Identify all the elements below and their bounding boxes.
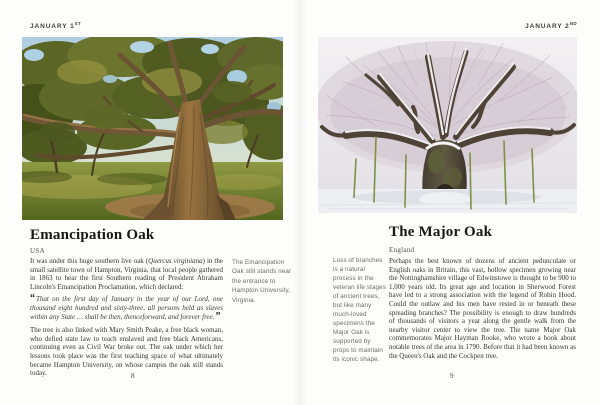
paragraph-intro-continued: ) in the small satellite town of Hampton, Virginia, that local people gathered in 1863 to hear the first Southern reading of President Abraham Lincoln's Emancipation Proclamation, which declared:	[30, 257, 223, 291]
article-body-right	[389, 257, 576, 364]
page-number-8: 8	[131, 372, 135, 380]
header-date-ordinal: ST	[74, 21, 82, 26]
close-quote-mark: ”	[215, 310, 221, 322]
paragraph-intro	[30, 257, 223, 291]
article-title-emancipation-oak: Emancipation Oak	[30, 227, 155, 243]
page-header-january-2	[525, 21, 577, 30]
species-latin-name: Quercus virginiana	[148, 257, 203, 265]
header-date-text: JANUARY 2	[525, 23, 570, 31]
open-quote-mark: “	[30, 293, 35, 305]
proclamation-quote	[30, 295, 223, 321]
quote-text: That on the first day of January in the year of our Lord, one thousand eight hundred and sixty-three, all persons held as slaves within any State … shall be then, thenceforward, and forever free.	[30, 295, 223, 321]
photo-caption-left: The Emancipation Oak still stands near the entrance to Hampton University, Virginia.	[232, 259, 292, 304]
article-country-usa: USA	[30, 247, 45, 255]
paragraph-intro-text: It was under this huge southern live oak (	[30, 257, 149, 265]
page-number-9: 9	[450, 372, 454, 380]
emancipation-oak-photo	[22, 37, 283, 220]
emancipation-oak-illustration	[22, 37, 283, 220]
major-oak-winter-illustration	[318, 37, 577, 213]
photo-caption-right: Loss of branches is a natural process in the veteran life stages of ancient trees, but like many much-loved specimens the Major Oak is supported by props to maintain its iconic shape.	[333, 257, 387, 363]
article-title-major-oak: The Major Oak	[389, 224, 493, 240]
header-date-text: JANUARY 1	[30, 23, 75, 31]
article-body-left	[30, 257, 223, 382]
header-date-ordinal: ND	[569, 21, 577, 26]
paragraph-history: The tree is also linked with Mary Smith Peake, a free black woman, who defied state law to teach enslaved and free black Americans, continuing even as Civil War broke out. The oak under which her lessons took place was the first teaching space of what ultimately became Hampton University, on whose campus the oak still stands today.	[30, 326, 223, 378]
major-oak-photo	[318, 37, 577, 213]
paragraph-major-oak: Perhaps the best known of dozens of ancient pedunculate or English oaks in Britain, this vast, hollow specimen growing near the Nottinghamshire village of Edwinstowe is thought to be 900 to 1,000 years old. Its great age and location in Sherwood Forest have led to a strong association with the legend of Robin Hood. Could the outlaw and his men have rested in or beneath these spreading branches? The possibility is enough to draw hundreds of thousands of visitors a year along the gentle walk from the nearby visitor center to view the tree. The name Major Oak commemorates Major Hayman Rooke, who wrote a book about notable trees of the area in 1790. Before that it had been known as the Queen's Oak and the Cockpen tree.	[389, 257, 576, 360]
page-gutter	[293, 0, 307, 405]
page-header-january-1	[30, 21, 81, 30]
article-country-england: England	[389, 246, 415, 254]
